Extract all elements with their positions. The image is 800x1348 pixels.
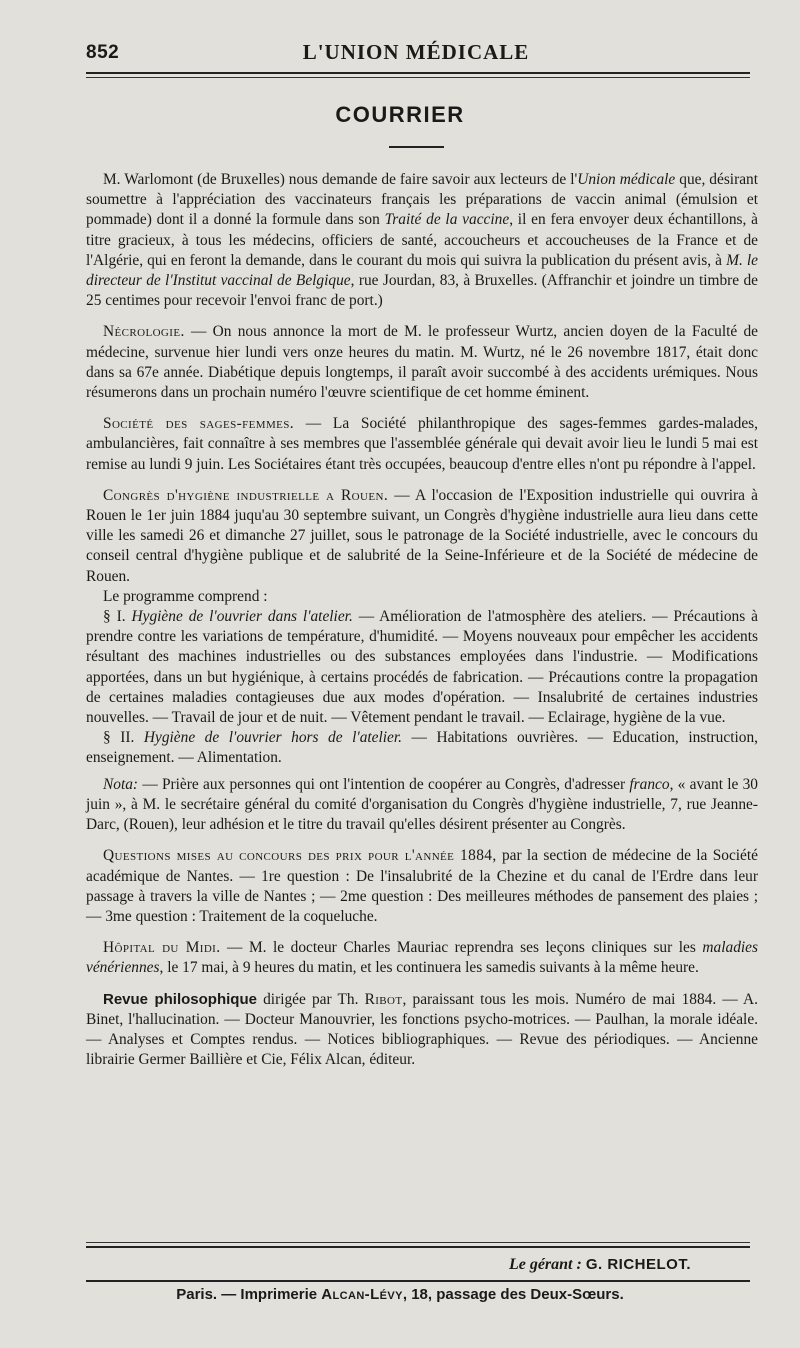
paragraph-revue (86, 990, 758, 1071)
section-2-title: Hygiène de l'ouvrier hors de l'atelier. (143, 729, 403, 747)
nota-text-b: , « avant le 30 juin », à M. le secrétaire général du comité d'organisation du Congrès d'hygiène industrielle, 7, rue Jeanne-Darc, (Rouen), leur adhésion et le titre du travail qu'elles désirent présenter au Congrès. (86, 775, 758, 834)
paragraph-programme: Le programme comprend : (103, 587, 268, 605)
page-header (86, 36, 746, 68)
paragraph-section-1 (86, 607, 758, 728)
paragraph-section-2 (86, 728, 758, 768)
hopital-text-b: , le 17 mai, à 9 heures du matin, et les continuera les samedis suivants à la même heure. (159, 959, 699, 977)
gerant-line (86, 1256, 691, 1274)
congres-text: — A l'occasion de l'Exposition industrielle qui ouvrira à Rouen le 1er juin 1884 juqu'au 30 septembre suivant, un Congrès d'hygiène industrielle aura lieu dans cette ville les samedi 26 et dimanche 27 juillet, sous le patronage de la Société industrielle, avec le concours du conseil central d'hygiène publique et de salubrité de la Seine-Inférieure et de la Société de médecine de Rouen. (86, 486, 758, 585)
header-rule-thin (86, 77, 750, 78)
revue-director: Ribot (364, 990, 403, 1008)
page-number: 852 (86, 42, 120, 63)
sages-femmes-text: — La Société philanthropique des sages-femmes gardes-malades, ambulancières, fait connaître à ses membres que l'assemblée générale qui devait avoir lieu le lundi 5 mai est remise au lundi 9 juin. Les Sociétaires étant très occupées, beaucoup d'entre elles n'ont pu répondre à l'appel. (86, 415, 758, 473)
section-1-title: Hygiène de l'ouvrier dans l'atelier. (131, 608, 353, 626)
printer-name: Alcan-Lévy (321, 1286, 403, 1303)
section-1-number: § I. (103, 608, 132, 626)
section-title-rule (389, 146, 444, 148)
header-rule (86, 72, 750, 74)
section-2-number: § II. (103, 729, 144, 747)
nota-text-a: — Prière aux personnes qui ont l'intention de coopérer au Congrès, d'adresser (138, 775, 630, 793)
p1-text-e: , il en fera envoyer deux échantillons, à titre gracieux, à tous les médecins, officiers de santé, accoucheurs et accoucheuses de la France et de l'Algérie, qui en feront la demande, dans le courant du mois qui suivra la publication du présent avis, à (86, 211, 758, 269)
p1-book-title: Traité de la vaccine (384, 211, 510, 229)
necrologie-text: — On nous annonce la mort de M. le professeur Wurtz, ancien doyen de la Faculté de médecine, survenue hier lundi vers onze heures du matin. M. Wurtz, né le 26 novembre 1817, était donc dans sa 67e année. Diabétique depuis longtemps, il paraît avoir succombé à des accidents urémiques. Nous résumerons dans un prochain numéro l'œuvre scientifique de cet homme éminent. (86, 323, 758, 402)
section-2-text: — Habitations ouvrières. — Education, instruction, enseignement. — Alimentation. (86, 729, 758, 767)
paragraph-sages-femmes (86, 414, 758, 475)
paragraph-congres (86, 486, 758, 587)
printer-text-b: , 18, passage des Deux-Sœurs. (402, 1286, 624, 1303)
sages-femmes-heading: Société des sages-femmes. (103, 415, 295, 433)
p1-text-c: que, désirant soumettre à l'appréciation des vaccinateurs français les préparations de vaccin animal (émulsion et pommade) dont il a donné la formule dans son (86, 171, 759, 229)
p1-journal-ref: Union médicale (577, 171, 676, 188)
p1-text-a: M. Warlomont (de Bruxelles) nous demande de faire savoir aux lecteurs de l' (103, 171, 578, 188)
hopital-topic: maladies vénériennes (86, 939, 758, 977)
p1-text-g: , rue Jourdan, 83, à Bruxelles. (Affranchir et joindre un timbre de 25 centimes pour recevoir l'envoi franc de port.) (86, 272, 758, 310)
questions-text: par la section de médecine de la Société académique de Nantes. — 1re question : De l'insalubrité de la Chezine et du canal de l'Erdre dans leur passage à travers la ville de Nantes ; — 2me question : Des meilleures méthodes de pansement des plaies ; — 3me question : Traitement de la coqueluche. (86, 847, 758, 925)
nota-franco: franco (629, 775, 670, 793)
printer-text-a: Paris. — Imprimerie (176, 1286, 322, 1303)
nota-label: Nota: (103, 775, 139, 793)
printer-rule (86, 1280, 750, 1282)
hopital-heading: Hôpital du Midi. (103, 939, 221, 957)
necrologie-heading: Nécrologie. (103, 323, 185, 341)
footer-rule (86, 1246, 750, 1248)
section-title: COURRIER (335, 102, 465, 127)
revue-text-a: dirigée par Th. (256, 990, 365, 1008)
revue-heading: Revue philosophique (103, 990, 257, 1008)
revue-text-b: , paraissant tous les mois. Numéro de mai 1884. — A. Binet, l'hallucination. — Docteur Manouvrier, les fonctions psycho-motrices. — Paulhan, la morale idéale. — Analyses et Comptes rendus. — Notices bibliographiques. — Revue des périodiques. — Ancienne librairie Germer Baillière et Cie, Félix Alcan, éditeur. (86, 990, 758, 1069)
p1-recipient: M. le directeur de l'Institut vaccinal de Belgique (86, 251, 759, 290)
paragraph-nota (86, 775, 758, 836)
paragraph-necrologie (86, 322, 758, 403)
section-1-text: — Amélioration de l'atmosphère des ateliers. — Précautions à prendre contre les variations de température, d'humidité. — Moyens nouveaux pour empêcher les accidents résultant des machines industrielles ou des substances employées dans l'industrie. — Modifications apportées, dans un but hygiénique, à certains procédés de fabrication. — Précautions contre la propagation de certaines maladies contagieuses due aux modes d'opération. — Insalubrité de certaines industries nouvelles. — Travail de jour et de nuit. — Vêtement pendant le travail. — Eclairage, hygiène de la vue. (86, 608, 758, 727)
paragraph-questions (86, 846, 758, 927)
paragraph-hopital (86, 938, 758, 978)
gerant-label: Le gérant : (508, 1256, 582, 1273)
article-body (86, 170, 758, 1081)
questions-heading: Questions mises au concours des prix pour l'année 1884, (103, 847, 497, 865)
footer-rule-thin (86, 1242, 750, 1243)
journal-title: L'UNION MÉDICALE (302, 40, 530, 64)
gerant-name: G. RICHELOT. (585, 1256, 691, 1273)
paragraph-warlomont (86, 170, 758, 311)
printer-line (0, 1286, 800, 1303)
hopital-text-a: — M. le docteur Charles Mauriac reprendra ses leçons cliniques sur les (220, 939, 703, 957)
congres-heading: Congrès d'hygiène industrielle a Rouen. (103, 486, 389, 504)
